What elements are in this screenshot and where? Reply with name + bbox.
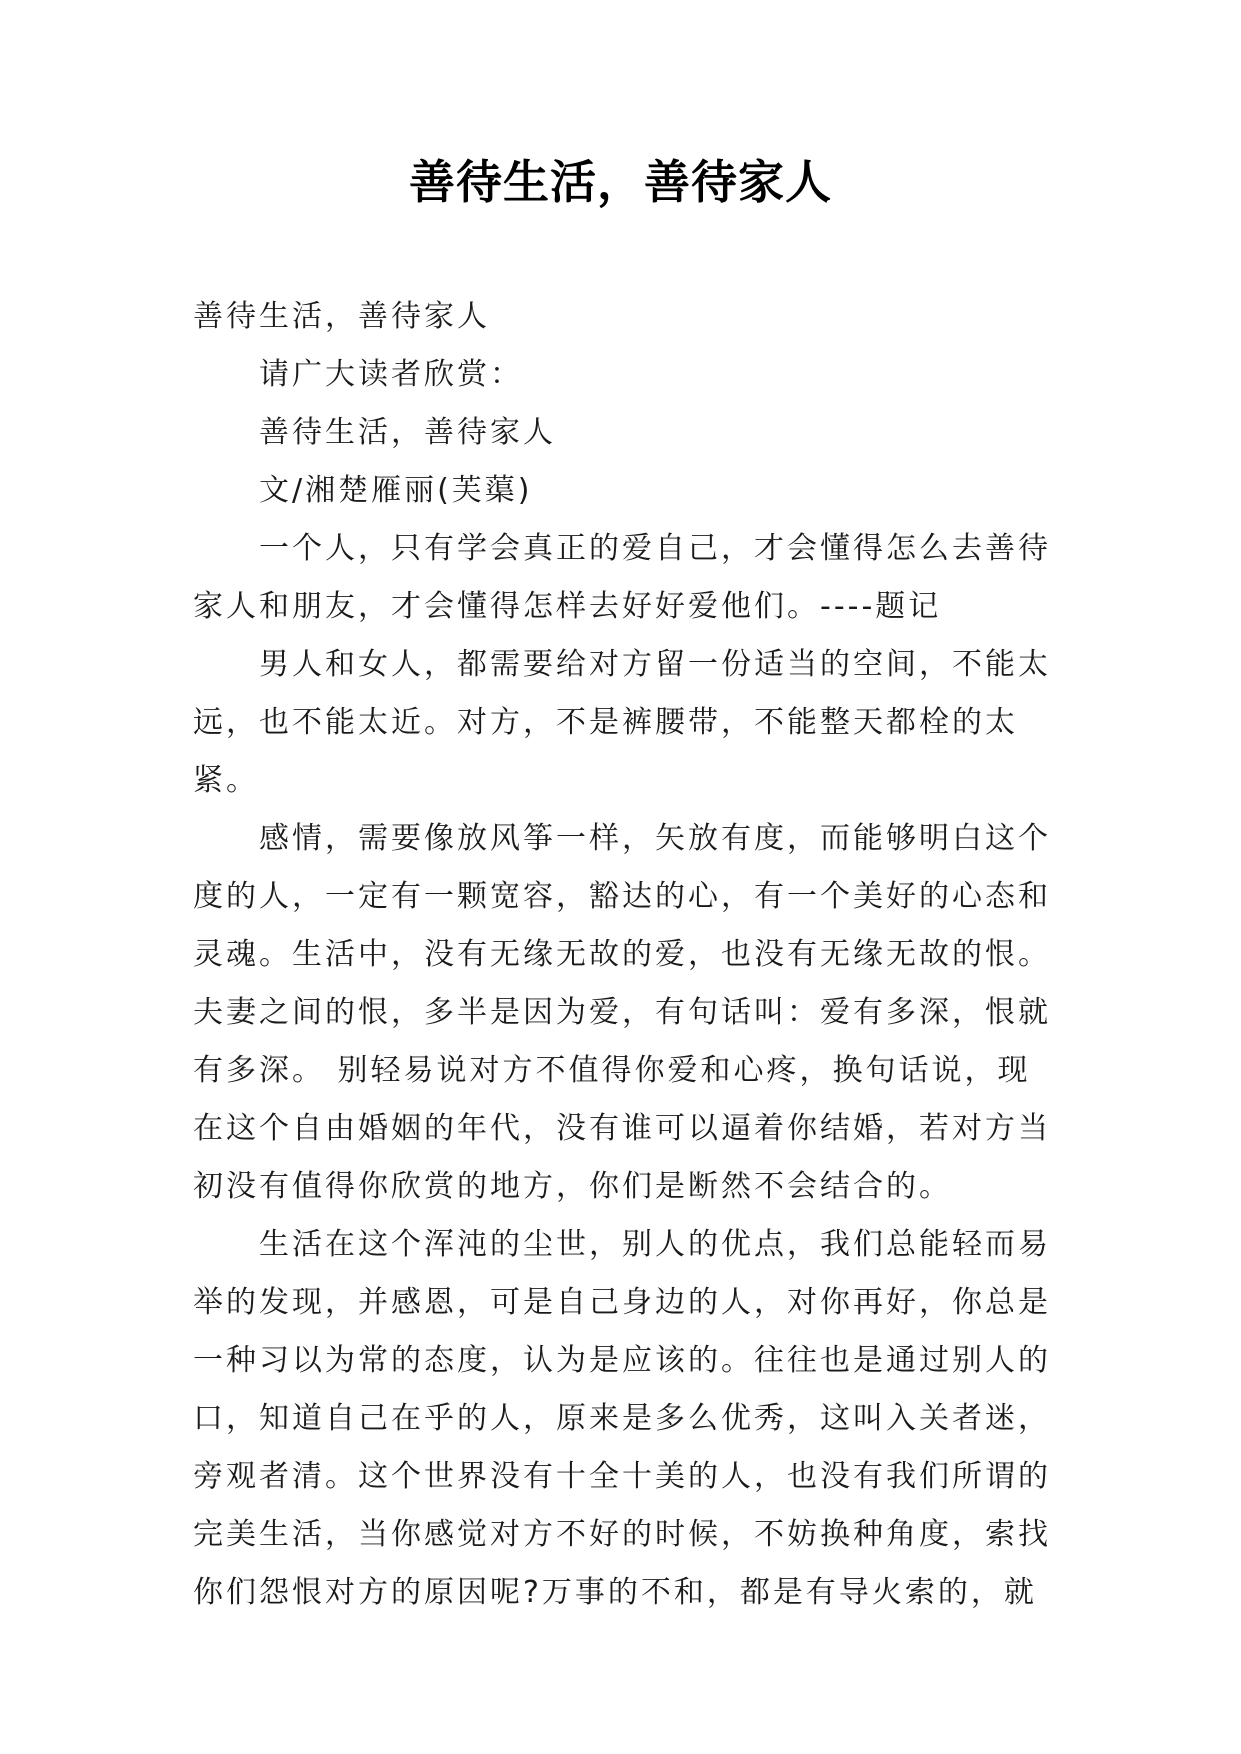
paragraph-invitation: 请广大读者欣赏：	[259, 357, 523, 392]
paragraph-body: 感情，需要像放风筝一样，矢放有度，而能够明白这个度的人，一定有一颗宽容，豁达的心，有一个美好的心态和灵魂。生活中，没有无缘无故的爱，也没有无缘无故的恨。夫妻之间的恨，多半是因为爱，有句话叫：爱有多深，恨就有多深。 别轻易说对方不值得你爱和心疼，换句话说，现在这个自由婚姻的年代，没有谁可以逼着你结婚，若对方当初没有值得你欣赏的地方，你们是断然不会结合的。	[193, 821, 1051, 1204]
paragraph-heading-repeat: 善待生活，善待家人	[193, 299, 490, 334]
paragraph-subtitle: 善待生活，善待家人	[259, 415, 556, 450]
paragraph-epigraph: 一个人，只有学会真正的爱自己，才会懂得怎么去善待家人和朋友，才会懂得怎样去好好爱他们。----题记	[193, 531, 1051, 624]
document-body	[193, 288, 1063, 1622]
paragraph-author: 文/湘楚雁丽(芙蕖)	[259, 473, 533, 508]
document-title: 善待生活，善待家人	[409, 155, 832, 209]
paragraph-body: 生活在这个浑沌的尘世，别人的优点，我们总能轻而易举的发现，并感恩，可是自己身边的人，对你再好，你总是一种习以为常的态度，认为是应该的。往往也是通过别人的口，知道自己在乎的人，原来是多么优秀，这叫入关者迷，旁观者清。这个世界没有十全十美的人，也没有我们所谓的完美生活，当你感觉对方不好的时候，不妨换种角度，索找你们怨恨对方的原因呢?万事的不和，都是有导火索的，就	[193, 1227, 1051, 1610]
paragraph-body: 男人和女人，都需要给对方留一份适当的空间，不能太远，也不能太近。对方，不是裤腰带，不能整天都栓的太紧。	[193, 647, 1051, 798]
